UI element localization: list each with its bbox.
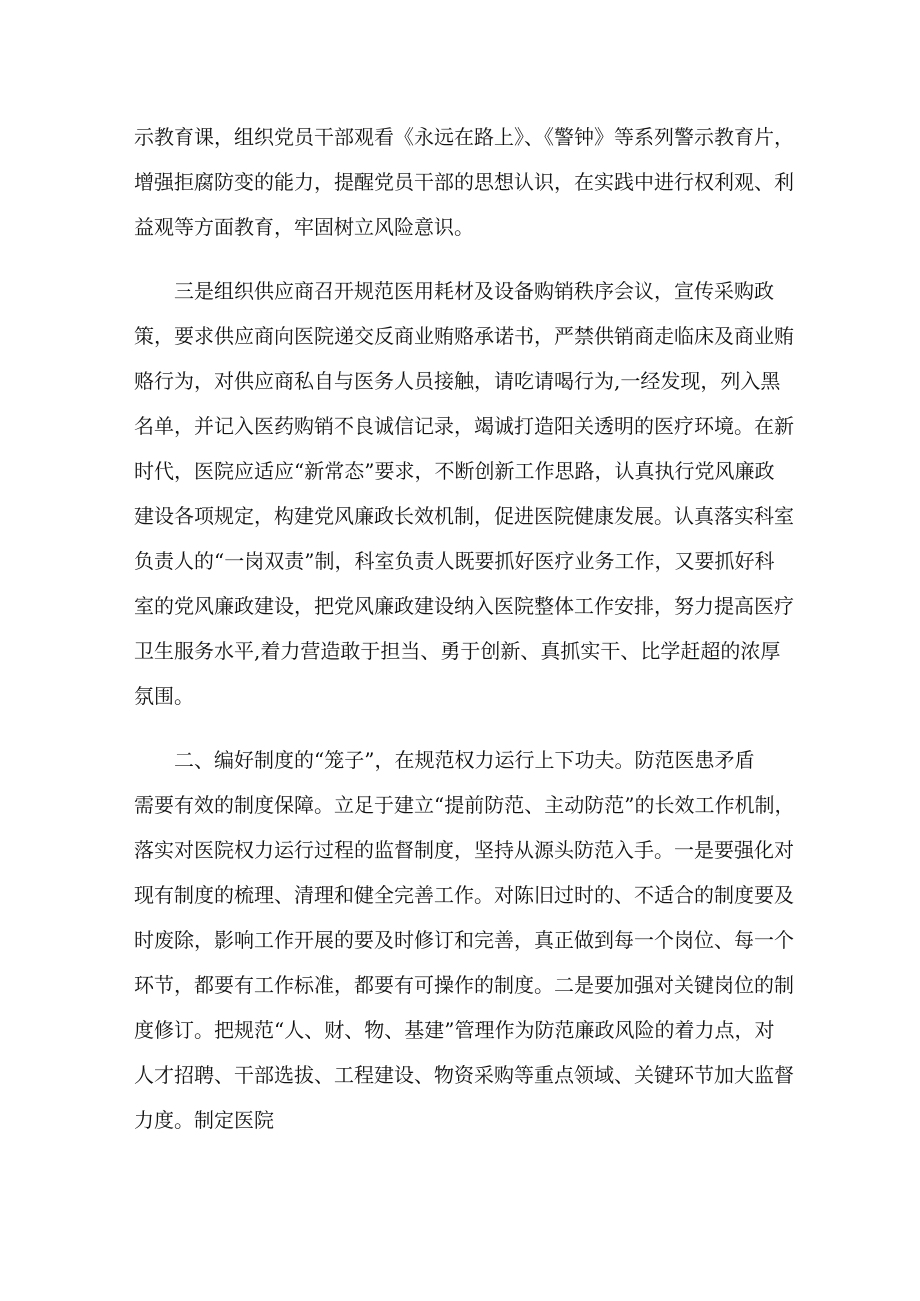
text-line: 名单，并记入医药购销不良诚信记录，竭诚打造阳关透明的医疗环境。在新 — [134, 414, 794, 438]
text-line: 落实对医院权力运行过程的监督制度，坚持从源头防范入手。一是要强化对 — [134, 838, 794, 862]
text-line: 室的党风廉政建设，把党风廉政建设纳入医院整体工作安排，努力提高医疗 — [134, 594, 794, 618]
paragraph-3 — [134, 738, 806, 1143]
paragraph-1 — [134, 115, 806, 250]
text-line: 示教育课，组织党员干部观看《永远在路上》、《警钟》等系列警示教育片， — [134, 125, 794, 149]
text-line: 环节，都要有工作标准，都要有可操作的制度。二是要加强对关键岗位的制 — [134, 973, 794, 997]
text-line: 赂行为，对供应商私自与医务人员接触，请吃请喝行为,一经发现，列入黑 — [134, 369, 781, 393]
text-line: 益观等方面教育，牢固树立风险意识。 — [134, 215, 474, 239]
text-line: 时废除，影响工作开展的要及时修订和完善，真正做到每一个岗位、每一个 — [134, 928, 794, 952]
paragraph-2 — [134, 269, 806, 719]
text-line: 现有制度的梳理、清理和健全完善工作。对陈旧过时的、不适合的制度要及 — [134, 883, 794, 907]
text-line: 人才招聘、干部选拔、工程建设、物资采购等重点领域、关键环节加大监督 — [134, 1063, 794, 1087]
text-line: 增强拒腐防变的能力，提醒党员干部的思想认识，在实践中进行权利观、利 — [134, 170, 794, 194]
text-line: 力度。制定医院 — [134, 1108, 274, 1132]
text-line: 三是组织供应商召开规范医用耗材及设备购销秩序会议，宣传采购政 — [134, 279, 774, 303]
text-line: 需要有效的制度保障。立足于建立“提前防范、主动防范”的长效工作机制， — [134, 793, 795, 817]
text-line: 卫生服务水平,着力营造敢于担当、勇于创新、真抓实干、比学赶超的浓厚 — [134, 639, 781, 663]
text-line: 氛围。 — [134, 684, 194, 708]
document-page — [134, 115, 806, 1143]
text-line: 策，要求供应商向医院递交反商业贿赂承诺书，严禁供销商走临床及商业贿 — [134, 324, 794, 348]
text-line: 时代，医院应适应“新常态”要求，不断创新工作思路，认真执行党风廉政 — [134, 459, 775, 483]
text-line: 度修订。把规范“人、财、物、基建”管理作为防范廉政风险的着力点，对 — [134, 1018, 775, 1042]
text-line: 二、编好制度的“笼子”，在规范权力运行上下功夫。防范医患矛盾 — [134, 748, 755, 772]
text-line: 建设各项规定，构建党风廉政长效机制，促进医院健康发展。认真落实科室 — [134, 504, 794, 528]
text-line: 负责人的“一岗双责”制，科室负责人既要抓好医疗业务工作，又要抓好科 — [134, 549, 775, 573]
